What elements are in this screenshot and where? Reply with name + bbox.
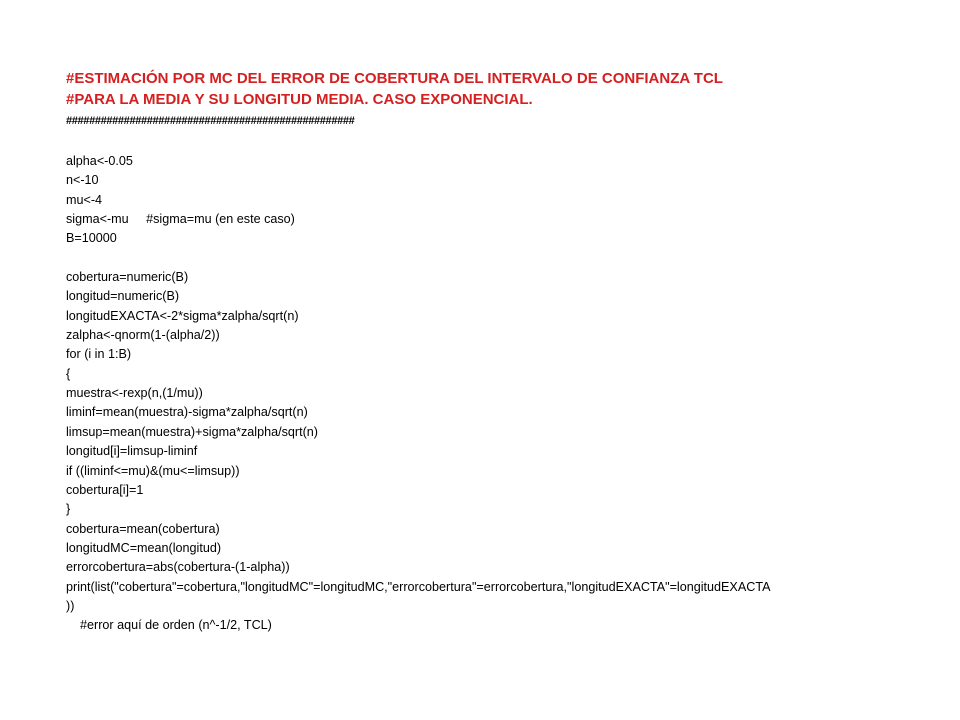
- code-line: alpha<-0.05: [66, 154, 133, 168]
- code-document: [66, 68, 946, 636]
- code-line: liminf=mean(muestra)-sigma*zalpha/sqrt(n): [66, 405, 308, 420]
- code-line: sigma<-mu #sigma=mu (en este caso): [66, 212, 295, 227]
- code-line: B=10000: [66, 231, 117, 246]
- code-line: print(list("cobertura"=cobertura,"longitudMC"=longitudMC,"errorcobertura"=errorcobertura,"longitudEXACTA"=longitudEXACTA: [66, 579, 771, 594]
- code-line: cobertura=numeric(B): [66, 270, 189, 285]
- title-line-1: #ESTIMACIÓN POR MC DEL ERROR DE COBERTURA DEL INTERVALO DE CONFIANZA TCL: [66, 70, 723, 87]
- code-line: if ((liminf<=mu)&(mu<=limsup)): [66, 463, 240, 478]
- code-line: cobertura=mean(cobertura): [66, 521, 220, 536]
- separator-line: ##################################################: [66, 115, 355, 127]
- code-line: mu<-4: [66, 192, 103, 207]
- code-line: zalpha<-qnorm(1-(alpha/2)): [66, 328, 220, 343]
- code-line: for (i in 1:B): [66, 347, 132, 362]
- code-line: n<-10: [66, 173, 99, 188]
- code-line: longitudMC=mean(longitud): [66, 540, 222, 555]
- code-line: cobertura[i]=1: [66, 482, 144, 497]
- code-line: {: [66, 366, 71, 381]
- title-line-2: #PARA LA MEDIA Y SU LONGITUD MEDIA. CASO EXPONENCIAL.: [66, 91, 533, 108]
- code-line: limsup=mean(muestra)+sigma*zalpha/sqrt(n): [66, 424, 318, 439]
- code-line: errorcobertura=abs(cobertura-(1-alpha)): [66, 560, 290, 575]
- comment-line: #error aquí de orden (n^-1/2, TCL): [66, 618, 272, 633]
- code-line: longitud=numeric(B): [66, 289, 180, 304]
- blank-line: [66, 249, 946, 268]
- code-line: longitudEXACTA<-2*sigma*zalpha/sqrt(n): [66, 308, 299, 323]
- code-line: )): [66, 598, 75, 613]
- code-line: }: [66, 502, 71, 517]
- code-line: longitud[i]=limsup-liminf: [66, 444, 198, 459]
- code-line: muestra<-rexp(n,(1/mu)): [66, 386, 203, 401]
